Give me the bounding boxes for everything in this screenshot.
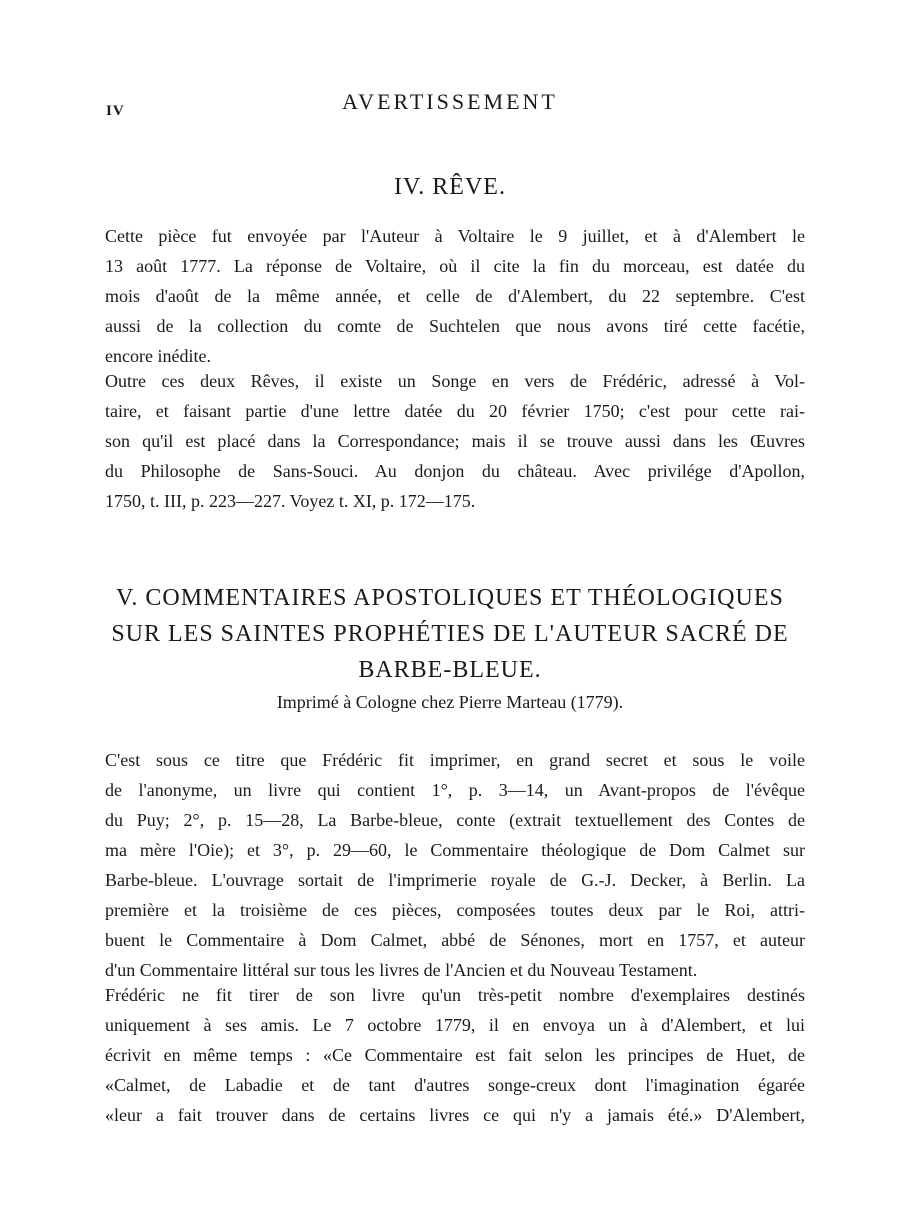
text-line: son qu'il est placé dans la Correspondance; mais il se trouve aussi dans les Œuvres bbox=[105, 431, 805, 451]
text-line: du Puy; 2°, p. 15—28, La Barbe-bleue, conte (extrait textuellement des Contes de bbox=[105, 810, 805, 830]
text-line: 13 août 1777. La réponse de Voltaire, où il cite la fin du morceau, est datée du bbox=[105, 256, 805, 276]
text-line: ma mère l'Oie); et 3°, p. 29—60, le Commentaire théologique de Dom Calmet sur bbox=[105, 840, 805, 860]
running-head: AVERTISSEMENT bbox=[342, 89, 558, 114]
title-line: BARBE-BLEUE. bbox=[358, 657, 542, 683]
text-line: uniquement à ses amis. Le 7 octobre 1779, il en envoya un à d'Alembert, et lui bbox=[105, 1015, 805, 1035]
text-line: C'est sous ce titre que Frédéric fit imprimer, en grand secret et sous le voile bbox=[105, 750, 805, 770]
paragraph-commentaires-1 bbox=[105, 745, 805, 985]
paragraph-reve-2 bbox=[105, 366, 805, 516]
imprint-line: Imprimé à Cologne chez Pierre Marteau (1779). bbox=[276, 692, 624, 712]
text-line: buent le Commentaire à Dom Calmet, abbé de Sénones, mort en 1757, et auteur bbox=[105, 930, 805, 950]
text-line: encore inédite. bbox=[105, 346, 211, 366]
text-line: aussi de la collection du comte de Suchtelen que nous avons tiré cette facétie, bbox=[105, 316, 805, 336]
text-line: de l'anonyme, un livre qui contient 1°, p. 3—14, un Avant-propos de l'évêque bbox=[105, 780, 805, 800]
paragraph-reve-1 bbox=[105, 221, 805, 371]
text-line: première et la troisième de ces pièces, composées toutes deux par le Roi, attri- bbox=[105, 900, 805, 920]
text-line: Cette pièce fut envoyée par l'Auteur à Voltaire le 9 juillet, et à d'Alembert le bbox=[105, 226, 805, 246]
text-line: Frédéric ne fit tirer de son livre qu'un très-petit nombre d'exemplaires destinés bbox=[105, 985, 805, 1005]
title-line: SUR LES SAINTES PROPHÉTIES DE L'AUTEUR SACRÉ DE bbox=[111, 621, 789, 647]
text-line: 1750, t. III, p. 223—227. Voyez t. XI, p. 172—175. bbox=[105, 491, 476, 511]
text-line: «leur a fait trouver dans de certains livres ce qui n'y a jamais été.» D'Alembert, bbox=[105, 1105, 805, 1125]
text-line: du Philosophe de Sans-Souci. Au donjon du château. Avec privilége d'Apollon, bbox=[105, 461, 805, 481]
page-number: IV bbox=[106, 103, 125, 119]
text-line: d'un Commentaire littéral sur tous les livres de l'Ancien et du Nouveau Testament. bbox=[105, 960, 698, 980]
text-line: «Calmet, de Labadie et de tant d'autres songe-creux dont l'imagination égarée bbox=[105, 1075, 805, 1095]
text-line: Outre ces deux Rêves, il existe un Songe en vers de Frédéric, adressé à Vol- bbox=[105, 371, 805, 391]
text-line: écrivit en même temps : «Ce Commentaire est fait selon les principes de Huet, de bbox=[105, 1045, 805, 1065]
text-line: mois d'août de la même année, et celle de d'Alembert, du 22 septembre. C'est bbox=[105, 286, 805, 306]
title-line: V. COMMENTAIRES APOSTOLIQUES ET THÉOLOGIQUES bbox=[116, 585, 784, 611]
text-line: taire, et faisant partie d'une lettre datée du 20 février 1750; c'est pour cette rai- bbox=[105, 401, 805, 421]
section-title-commentaires bbox=[0, 580, 900, 688]
paragraph-commentaires-2 bbox=[105, 980, 805, 1130]
section-title-reve: IV. RÊVE. bbox=[394, 174, 506, 200]
text-line: Barbe-bleue. L'ouvrage sortait de l'imprimerie royale de G.-J. Decker, à Berlin. La bbox=[105, 870, 805, 890]
